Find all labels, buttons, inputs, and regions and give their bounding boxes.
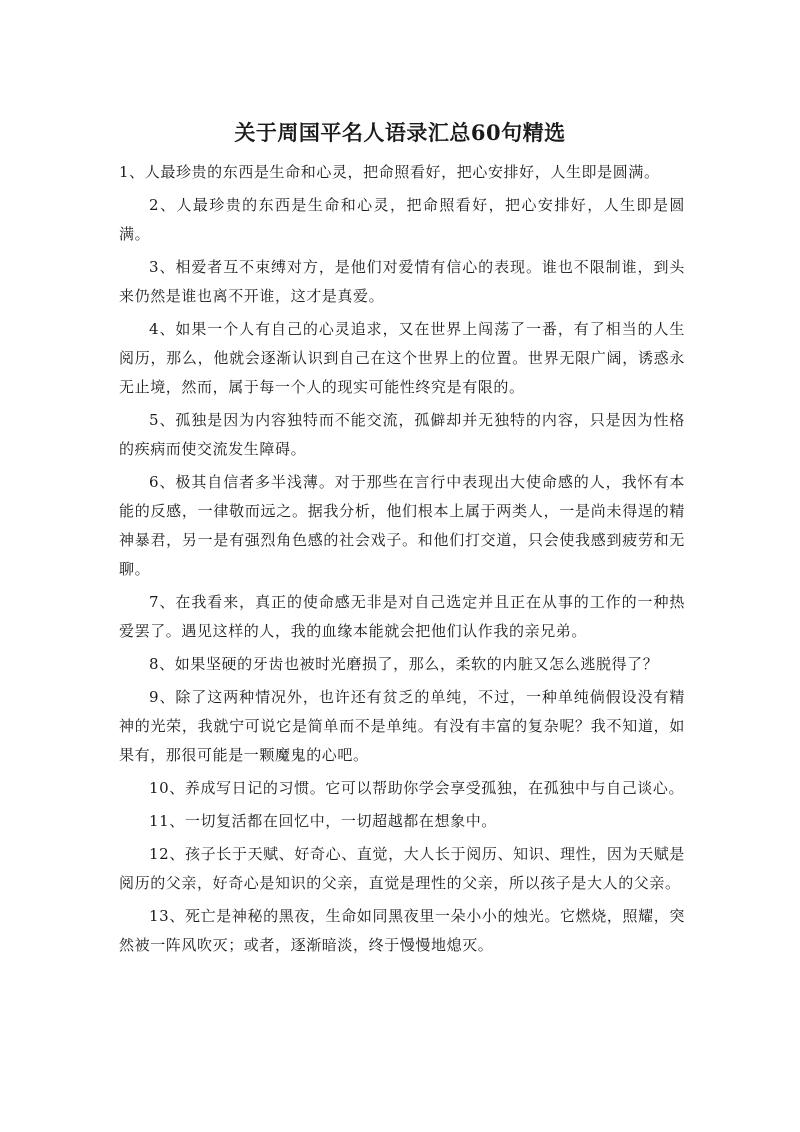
quote-paragraph-7: 7、在我看来，真正的使命感无非是对自己选定并且正在从事的工作的一种热爱罢了。遇见这样的人，我的血缘本能就会把他们认作我的亲兄弟。 xyxy=(119,593,685,640)
document-body xyxy=(119,158,685,964)
document-title: 关于周国平名人语录汇总60句精选 xyxy=(234,120,566,145)
quote-paragraph-13: 13、死亡是神秘的黑夜，生命如同黑夜里一朵小小的烛光。它燃烧，照耀，突然被一阵风吹灭；或者，逐渐暗淡，终于慢慢地熄灭。 xyxy=(119,907,685,954)
quote-paragraph-2: 2、人最珍贵的东西是生命和心灵，把命照看好，把心安排好，人生即是圆满。 xyxy=(119,196,685,243)
quote-paragraph-4: 4、如果一个人有自己的心灵追求，又在世界上闯荡了一番，有了相当的人生阅历，那么，他就会逐渐认识到自己在这个世界上的位置。世界无限广阔，诱惑永无止境，然而，属于每一个人的现实可能性终究是有限的。 xyxy=(119,320,685,396)
quote-paragraph-1: 1、人最珍贵的东西是生命和心灵，把命照看好，把心安排好，人生即是圆满。 xyxy=(119,163,660,181)
quote-paragraph-6: 6、极其自信者多半浅薄。对于那些在言行中表现出大使命感的人，我怀有本能的反感，一律敬而远之。据我分析，他们根本上属于两类人，一是尚未得逞的精神暴君，另一是有强烈角色感的社会戏子。和他们打交道，只会使我感到疲劳和无聊。 xyxy=(119,473,685,578)
quote-paragraph-11: 11、一切复活都在回忆中，一切超越都在想象中。 xyxy=(149,812,497,830)
quote-paragraph-12: 12、孩子长于天赋、好奇心、直觉，大人长于阅历、知识、理性，因为天赋是阅历的父亲，好奇心是知识的父亲，直觉是理性的父亲，所以孩子是大人的父亲。 xyxy=(119,845,685,892)
quote-paragraph-5: 5、孤独是因为内容独特而不能交流，孤僻却并无独特的内容，只是因为性格的疾病而使交流发生障碍。 xyxy=(119,411,685,458)
quote-paragraph-9: 9、除了这两种情况外，也许还有贫乏的单纯，不过，一种单纯倘假设没有精神的光荣，我就宁可说它是简单而不是单纯。有没有丰富的复杂呢？我不知道，如果有，那很可能是一颗魔鬼的心吧。 xyxy=(119,688,685,764)
quote-paragraph-10: 10、养成写日记的习惯。它可以帮助你学会享受孤独，在孤独中与自己谈心。 xyxy=(149,779,685,797)
quote-paragraph-3: 3、相爱者互不束缚对方，是他们对爱情有信心的表现。谁也不限制谁，到头来仍然是谁也离不开谁，这才是真爱。 xyxy=(119,258,685,305)
quote-paragraph-8: 8、如果坚硬的牙齿也被时光磨损了，那么，柔软的内脏又怎么逃脱得了？ xyxy=(149,655,659,673)
